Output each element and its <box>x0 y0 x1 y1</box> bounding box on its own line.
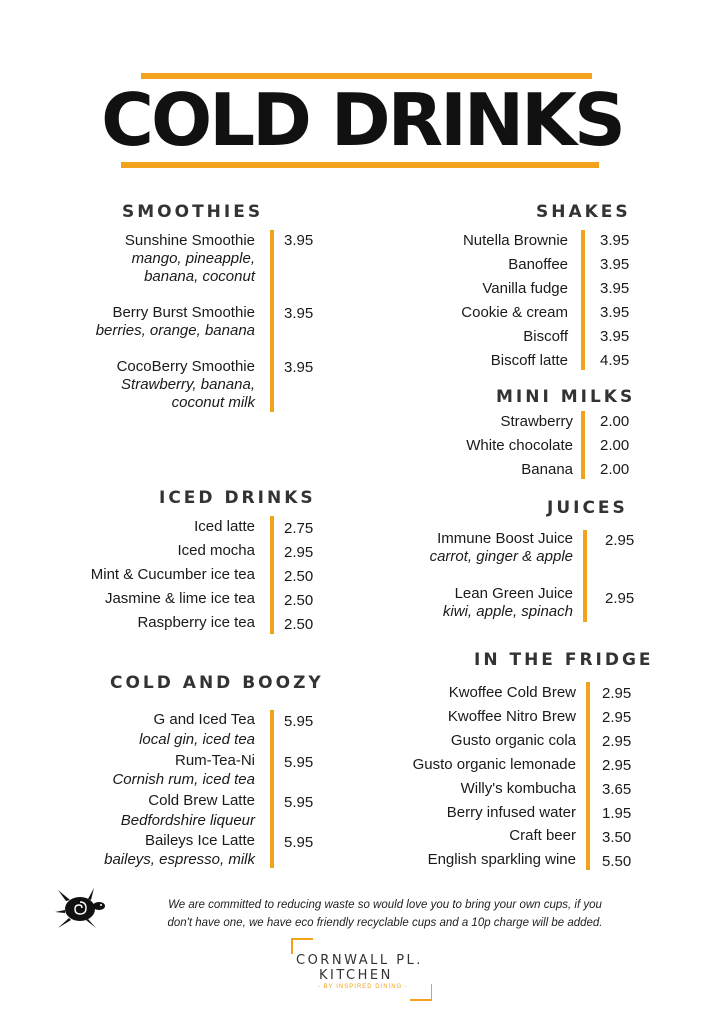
menu-item-price: 2.75 <box>284 520 314 537</box>
waste-note-line: don't have one, we have eco friendly recyclable cups and a 10p charge will be added. <box>167 917 603 929</box>
title-bottom-rule <box>121 162 599 168</box>
menu-item-name: Sunshine Smoothie <box>124 232 255 249</box>
logo-frame-top <box>291 938 313 940</box>
menu-item-price: 3.95 <box>600 256 630 273</box>
menu-item-price: 5.95 <box>284 713 314 730</box>
menu-item-desc: local gin, iced tea <box>139 731 255 748</box>
menu-item-name: Kwoffee Nitro Brew <box>447 708 576 725</box>
smoothies-price-bar <box>270 230 274 412</box>
menu-item-price: 2.95 <box>284 544 314 561</box>
menu-item-name: G and Iced Tea <box>153 711 255 728</box>
menu-item-name: Cookie & cream <box>461 304 568 321</box>
menu-item-name: Nutella Brownie <box>462 232 568 249</box>
menu-item-price: 2.95 <box>602 733 632 750</box>
menu-item-price: 2.00 <box>600 413 630 430</box>
section-heading-cold-and-boozy: COLD AND BOOZY <box>110 673 324 693</box>
menu-item-price: 2.95 <box>602 709 632 726</box>
menu-item-price: 5.95 <box>284 794 314 811</box>
waste-note <box>110 896 660 932</box>
menu-item-price: 5.95 <box>284 834 314 851</box>
boozy-price-bar <box>270 710 274 868</box>
menu-item-price: 2.50 <box>284 592 314 609</box>
iced-price-bar <box>270 516 274 634</box>
menu-item-name: Immune Boost Juice <box>437 530 573 547</box>
logo-frame-left <box>291 938 293 954</box>
section-heading-juices: JUICES <box>547 498 628 518</box>
menu-item-price: 2.95 <box>605 590 635 607</box>
menu-item-name: CocoBerry Smoothie <box>116 358 255 375</box>
menu-item-desc: mango, pineapple, <box>131 250 255 267</box>
menu-item-price: 3.95 <box>284 359 314 376</box>
menu-item-price: 2.00 <box>600 437 630 454</box>
menu-item-name: Willy's kombucha <box>460 780 576 797</box>
menu-item-name: Vanilla fudge <box>482 280 568 297</box>
menu-item-price: 2.95 <box>602 757 632 774</box>
fridge-price-bar <box>586 682 590 870</box>
juices-price-bar <box>583 530 587 622</box>
menu-item-name: Biscoff <box>523 328 568 345</box>
menu-item-name: Banana <box>521 461 573 478</box>
menu-item-price: 3.95 <box>600 280 630 297</box>
menu-item-name: Kwoffee Cold Brew <box>448 684 576 701</box>
menu-item-name: Jasmine & lime ice tea <box>104 590 255 607</box>
menu-item-name: Strawberry <box>500 413 573 430</box>
menu-item-name: Cold Brew Latte <box>148 792 255 809</box>
menu-item-name: Gusto organic lemonade <box>412 756 576 773</box>
menu-item-name: Rum-Tea-Ni <box>174 752 255 769</box>
section-heading-smoothies: SMOOTHIES <box>122 202 264 222</box>
section-heading-iced-drinks: ICED DRINKS <box>159 488 316 508</box>
menu-item-name: Mint & Cucumber ice tea <box>90 566 255 583</box>
menu-item-price: 3.95 <box>600 328 630 345</box>
menu-item-name: English sparkling wine <box>427 851 576 868</box>
logo-frame-bottom <box>410 999 432 1001</box>
menu-item-name: Biscoff latte <box>490 352 568 369</box>
shakes-price-bar <box>581 230 585 370</box>
menu-item-name: White chocolate <box>466 437 573 454</box>
menu-item-price: 2.95 <box>602 685 632 702</box>
menu-item-name: Lean Green Juice <box>454 585 573 602</box>
logo-tagline: - BY INSPIRED DINING - <box>318 984 408 990</box>
menu-item-price: 2.00 <box>600 461 630 478</box>
menu-item-desc: kiwi, apple, spinach <box>442 603 573 620</box>
menu-item-price: 3.95 <box>284 232 314 249</box>
menu-item-name: Iced latte <box>194 518 255 535</box>
section-heading-mini-milks: MINI MILKS <box>496 387 636 407</box>
turtle-icon <box>52 884 108 932</box>
menu-item-name: Baileys Ice Latte <box>144 832 255 849</box>
menu-item-price: 3.50 <box>602 829 632 846</box>
menu-item-desc: Strawberry, banana, <box>121 376 255 393</box>
menu-item-price: 4.95 <box>600 352 630 369</box>
menu-item-price: 2.50 <box>284 616 314 633</box>
menu-item-price: 2.50 <box>284 568 314 585</box>
menu-item-name: Banoffee <box>508 256 568 273</box>
menu-item-price: 3.95 <box>600 304 630 321</box>
menu-item-name: Craft beer <box>509 827 576 844</box>
menu-item-desc: Bedfordshire liqueur <box>120 812 255 829</box>
menu-item-name: Berry infused water <box>446 804 576 821</box>
menu-item-name: Gusto organic cola <box>450 732 576 749</box>
menu-item-desc: banana, coconut <box>144 268 255 285</box>
waste-note-line: We are committed to reducing waste so would love you to bring your own cups, if you <box>168 899 602 911</box>
menu-item-desc: baileys, espresso, milk <box>104 851 255 868</box>
menu-item-price: 5.50 <box>602 853 632 870</box>
section-heading-shakes: SHAKES <box>536 202 631 222</box>
page-title: COLD DRINKS <box>101 78 623 162</box>
menu-item-price: 2.95 <box>605 532 635 549</box>
menu-item-price: 5.95 <box>284 754 314 771</box>
section-heading-in-the-fridge: IN THE FRIDGE <box>474 650 654 670</box>
menu-item-desc: coconut milk <box>171 394 255 411</box>
logo-line-2: KITCHEN <box>319 968 393 983</box>
menu-item-price: 1.95 <box>602 805 632 822</box>
menu-item-desc: Cornish rum, iced tea <box>112 771 255 788</box>
menu-item-price: 3.95 <box>600 232 630 249</box>
menu-item-price: 3.95 <box>284 305 314 322</box>
menu-item-price: 3.65 <box>602 781 632 798</box>
logo-frame-right <box>431 984 433 1000</box>
menu-item-name: Raspberry ice tea <box>137 614 255 631</box>
logo-line-1: CORNWALL PL. <box>296 953 423 968</box>
menu-item-desc: carrot, ginger & apple <box>429 548 573 565</box>
menu-item-desc: berries, orange, banana <box>95 322 255 339</box>
menu-item-name: Iced mocha <box>177 542 255 559</box>
mini-price-bar <box>581 411 585 479</box>
menu-item-name: Berry Burst Smoothie <box>112 304 255 321</box>
